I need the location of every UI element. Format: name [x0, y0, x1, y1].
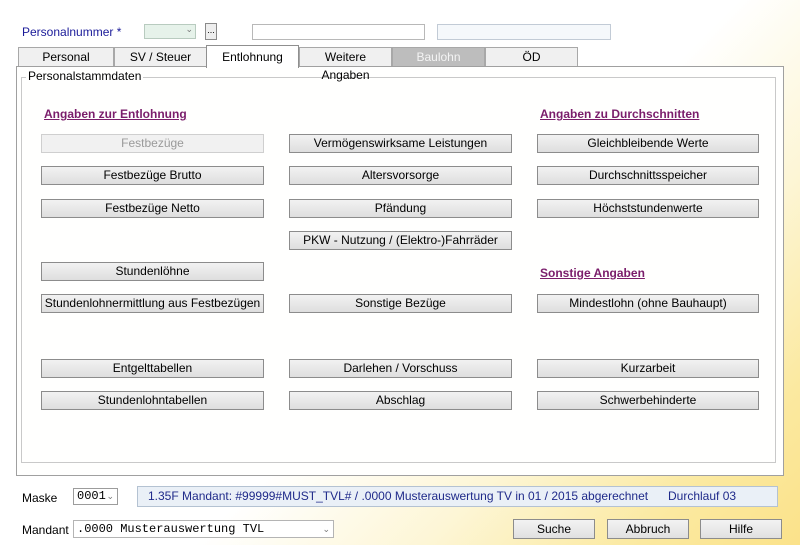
durchschnittsspeicher-button[interactable]: Durchschnittsspeicher [537, 166, 759, 185]
status-text: 1.35F Mandant: #99999#MUST_TVL# / .0000 Musterauswertung TV in 01 / 2015 abgerechnet [148, 489, 649, 503]
personalnummer-dropdown[interactable] [144, 24, 196, 39]
mandant-value: .0000 Musterauswertung TVL [77, 522, 265, 536]
chevron-down-icon: ⌄ [185, 24, 193, 34]
employee-info-field [437, 24, 611, 40]
employee-name-field[interactable] [252, 24, 425, 40]
hoechststundenwerte-button[interactable]: Höchststundenwerte [537, 199, 759, 218]
tab-sv-steuer[interactable]: SV / Steuer [114, 47, 207, 66]
gleichbleibende-werte-button[interactable]: Gleichbleibende Werte [537, 134, 759, 153]
sonstige-bezuege-button[interactable]: Sonstige Bezüge [289, 294, 512, 313]
maske-dropdown[interactable] [73, 488, 118, 505]
tab-baulohn: Baulohn [392, 47, 485, 66]
section-title-sonstige: Sonstige Angaben [540, 266, 645, 280]
mandant-label: Mandant [22, 523, 69, 537]
durchlauf-text: Durchlauf 03 [668, 489, 737, 503]
mandant-dropdown[interactable] [73, 520, 334, 538]
mindestlohn-button[interactable]: Mindestlohn (ohne Bauhaupt) [537, 294, 759, 313]
section-title-durchschnitte: Angaben zu Durchschnitten [540, 107, 700, 121]
maske-label: Maske [22, 491, 58, 505]
pkw-nutzung-button[interactable]: PKW - Nutzung / (Elektro-)Fahrräder [289, 231, 512, 250]
chevron-down-icon: ⌄ [322, 524, 330, 534]
kurzarbeit-button[interactable]: Kurzarbeit [537, 359, 759, 378]
status-bar [137, 486, 778, 507]
altersvorsorge-button[interactable]: Altersvorsorge [289, 166, 512, 185]
personalnummer-label: Personalnummer * [22, 25, 122, 39]
tab-oed[interactable]: ÖD [485, 47, 578, 66]
stundenloehne-button[interactable]: Stundenlöhne [41, 262, 264, 281]
hilfe-button[interactable]: Hilfe [700, 519, 782, 539]
pfaendung-button[interactable]: Pfändung [289, 199, 512, 218]
tab-weitere-angaben[interactable]: Weitere Angaben [299, 47, 392, 66]
tab-entlohnung[interactable]: Entlohnung [206, 45, 299, 68]
abschlag-button[interactable]: Abschlag [289, 391, 512, 410]
section-title-entlohnung: Angaben zur Entlohnung [44, 107, 187, 121]
abbruch-button[interactable]: Abbruch [607, 519, 689, 539]
darlehen-vorschuss-button[interactable]: Darlehen / Vorschuss [289, 359, 512, 378]
schwerbehinderte-button[interactable]: Schwerbehinderte [537, 391, 759, 410]
personalnummer-lookup-button[interactable]: ... [205, 23, 217, 40]
chevron-down-icon: ⌄ [106, 491, 114, 501]
entgelttabellen-button[interactable]: Entgelttabellen [41, 359, 264, 378]
group-title: Personalstammdaten [28, 69, 142, 83]
festbezuege-button: Festbezüge [41, 134, 264, 153]
festbezuege-netto-button[interactable]: Festbezüge Netto [41, 199, 264, 218]
festbezuege-brutto-button[interactable]: Festbezüge Brutto [41, 166, 264, 185]
suche-button[interactable]: Suche [513, 519, 595, 539]
stundenlohnermittlung-button[interactable]: Stundenlohnermittlung aus Festbezügen [41, 294, 264, 313]
vermoegenswirksame-leistungen-button[interactable]: Vermögenswirksame Leistungen [289, 134, 512, 153]
tab-personal[interactable]: Personal [18, 47, 114, 66]
stundenlohntabellen-button[interactable]: Stundenlohntabellen [41, 391, 264, 410]
maske-value: 0001 [77, 489, 106, 503]
